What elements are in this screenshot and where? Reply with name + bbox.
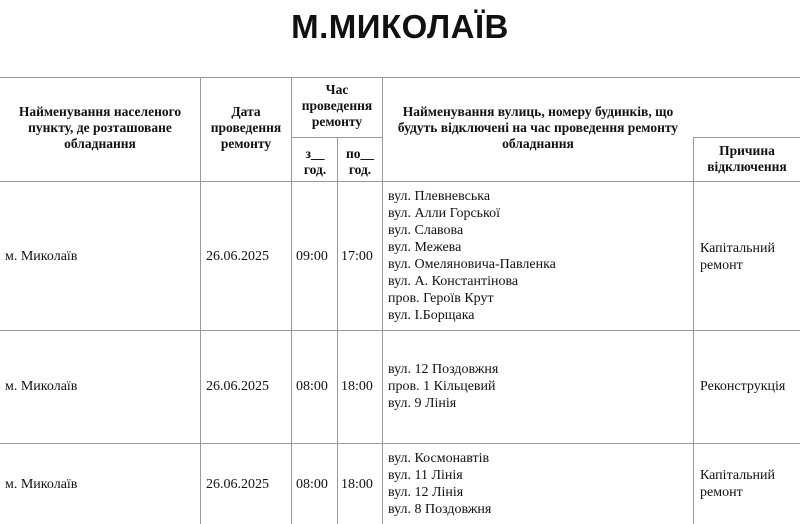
row-1-streets [388, 188, 556, 324]
col-divider-5 [693, 137, 694, 524]
street-item: пров. Героїв Крут [388, 291, 494, 306]
reason-line: ремонт [700, 258, 743, 273]
reason-line: Реконструкція [700, 379, 786, 394]
row-3-streets [388, 450, 491, 518]
table-top-border [0, 77, 800, 78]
reason-line: ремонт [700, 485, 743, 500]
row-2-streets [388, 361, 498, 412]
row-1-time-from: 09:00 [296, 249, 328, 264]
street-item: вул. І.Борщака [388, 308, 475, 323]
row-1-reason [700, 240, 775, 274]
header-time-from: з__ год. [303, 146, 327, 177]
street-item: вул. 11 Лінія [388, 468, 463, 483]
row-1-date: 26.06.2025 [206, 249, 269, 264]
street-item: вул. 12 Лінія [388, 485, 464, 500]
row-2-time-to: 18:00 [341, 379, 373, 394]
street-item: вул. Омеляновича-Павленка [388, 257, 556, 272]
header-time-to: по__ год. [345, 146, 375, 177]
row-3-time-to: 18:00 [341, 477, 373, 492]
row-2-settlement: м. Миколаїв [5, 379, 78, 394]
header-settlement: Найменування населеного пункту, де розташоване обладнання [18, 104, 182, 151]
row-2-bottom-border [0, 443, 800, 444]
row-2-time-from: 08:00 [296, 379, 328, 394]
reason-line: Капітальний [700, 241, 776, 256]
street-item: вул. 8 Поздовжня [388, 502, 492, 517]
col-divider-3 [337, 137, 338, 524]
header-time: Час проведення ремонту [301, 82, 373, 129]
reason-header-border [693, 137, 800, 138]
street-item: вул. Плевневська [388, 189, 491, 204]
col-divider-1 [200, 77, 201, 524]
col-divider-4 [382, 77, 383, 524]
reason-line: Капітальний [700, 468, 776, 483]
row-1-bottom-border [0, 330, 800, 331]
street-item: вул. А. Константінова [388, 274, 519, 289]
row-2-date: 26.06.2025 [206, 379, 269, 394]
row-3-reason [700, 467, 775, 501]
street-item: пров. 1 Кільцевий [388, 379, 496, 394]
street-item: вул. 12 Поздовжня [388, 362, 499, 377]
header-reason: Причина відключення [707, 143, 787, 174]
street-item: вул. Межева [388, 240, 462, 255]
row-3-time-from: 08:00 [296, 477, 328, 492]
row-3-settlement: м. Миколаїв [5, 477, 78, 492]
street-item: вул. Алли Горської [388, 206, 501, 221]
street-item: вул. Славова [388, 223, 464, 238]
street-item: вул. Космонавтів [388, 451, 490, 466]
street-item: вул. 9 Лінія [388, 396, 457, 411]
header-bottom-border [0, 181, 800, 182]
row-1-settlement: м. Миколаїв [5, 249, 78, 264]
page-title: М.МИКОЛАЇВ [291, 8, 509, 45]
col-divider-2 [291, 77, 292, 524]
row-2-reason [700, 378, 785, 395]
header-date: Дата проведення ремонту [210, 104, 282, 151]
row-3-date: 26.06.2025 [206, 477, 269, 492]
row-1-time-to: 17:00 [341, 249, 373, 264]
header-streets: Найменування вулиць, номеру будинків, що будуть відключені на час проведення ремонту обладнання [397, 104, 679, 151]
